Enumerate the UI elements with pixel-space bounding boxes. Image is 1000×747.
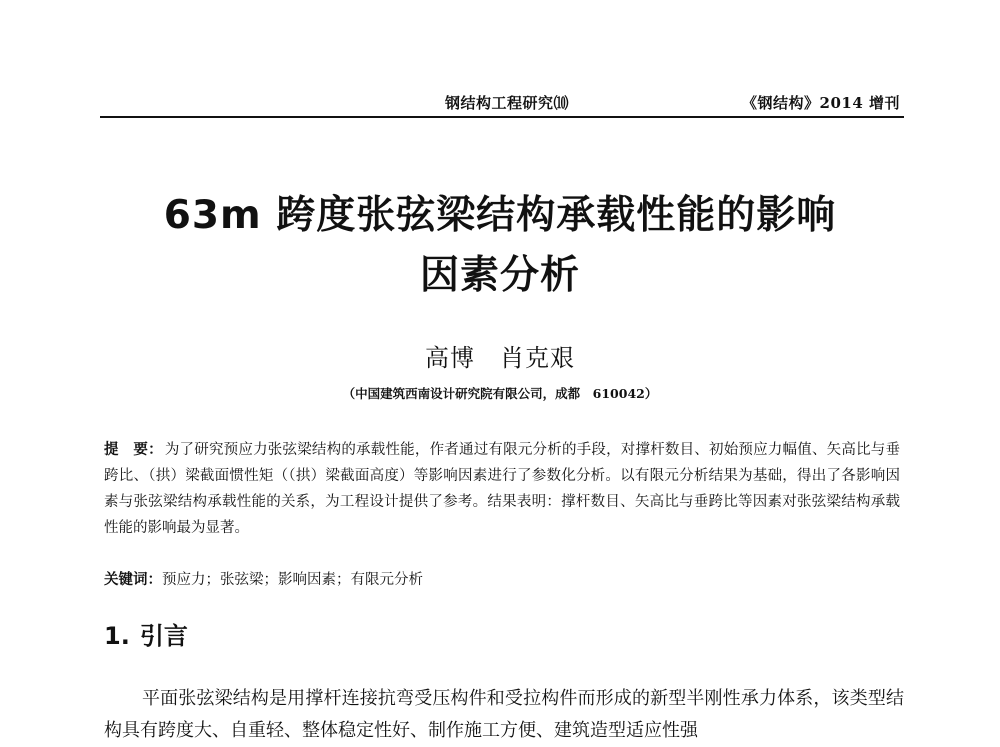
abstract (104, 437, 900, 541)
affiliation: （中国建筑西南设计研究院有限公司，成都 610042） (342, 386, 658, 401)
keywords (104, 568, 423, 589)
keywords-text: 预应力；张弦梁；影响因素；有限元分析 (162, 572, 423, 588)
section-heading (104, 616, 188, 651)
abstract-label: 提 要： (104, 441, 163, 458)
section-title: 引言 (139, 622, 188, 650)
body-paragraph: 平面张弦梁结构是用撑杆连接抗弯受压构件和受拉构件而形成的新型半刚性承力体系，该类型结构具有跨度大、自重轻、整体稳定性好、制作施工方便、建筑造型适应性强 (104, 688, 904, 741)
keywords-label: 关键词： (104, 571, 162, 588)
authors: 高博 肖克艰 (425, 344, 575, 372)
running-head-journal: 《钢结构》2014 增刊 (742, 94, 900, 112)
paper-title-line-2: 因素分析 (419, 253, 580, 298)
paper-title-line-1: 63m 跨度张弦梁结构承载性能的影响 (163, 193, 837, 238)
abstract-text: 为了研究预应力张弦梁结构的承载性能，作者通过有限元分析的手段，对撑杆数目、初始预应力幅值、矢高比与垂跨比、（拱）梁截面惯性矩（（拱）梁截面高度）等影响因素进行了参数化分析。以有限元分析结果为基础，得出了各影响因素与张弦梁结构承载性能的关系，为工程设计提供了参考。结果表明：撑杆数目、矢高比与垂跨比等因素对张弦梁结构承载性能的影响最为显著。 (104, 442, 901, 536)
section-number: 1. (104, 622, 130, 650)
header-rule (100, 116, 904, 118)
running-head-series: 钢结构工程研究⑽ (445, 94, 570, 112)
